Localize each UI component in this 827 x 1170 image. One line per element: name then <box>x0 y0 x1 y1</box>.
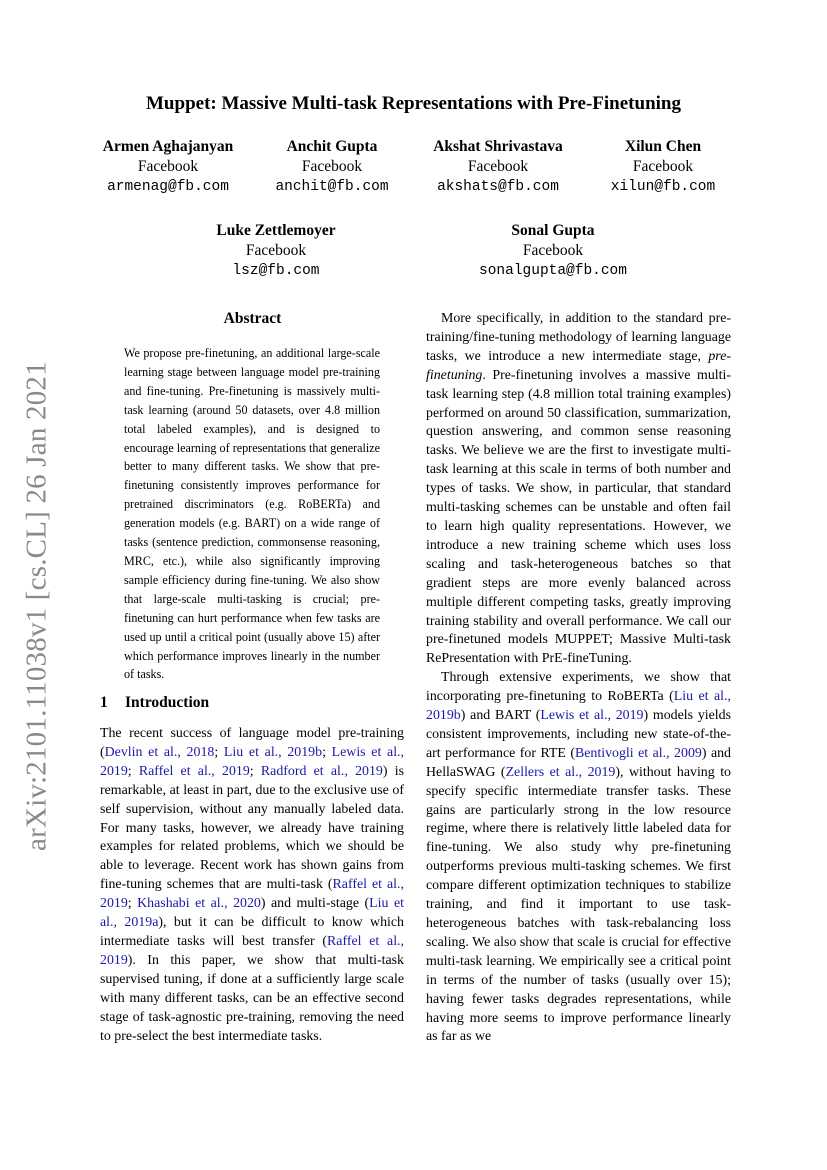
author-affiliation: Facebook <box>467 158 529 175</box>
citation-link[interactable]: Lewis et al., 2019 <box>540 708 644 724</box>
author-name: Sonal Gupta <box>511 222 595 239</box>
citation-link[interactable]: Liu et al., 2019a <box>100 896 404 931</box>
section-heading-introduction <box>100 694 209 712</box>
arxiv-identifier-stamp: arXiv:2101.11038v1 [cs.CL] 26 Jan 2021 <box>20 361 53 851</box>
author-name: Akshat Shrivastava <box>433 138 563 155</box>
author-block <box>458 221 648 281</box>
citation-link[interactable]: Devlin et al., 2018 <box>104 744 215 760</box>
introduction-paragraph: The recent success of language model pre-training (Devlin et al., 2018; Liu et al., 2019b; Lewis et al., 2019; Raffel et al., 2019; Radford et al., 2019) is remarkable, at least in part, due to the exclusive use of self supervision, without any manually labeled data. For many tasks, however, we already have training examples for related problems, which we should be able to leverage. Recent work has shown gains from fine-tuning schemes that are multi-task (Raffel et al., 2019; Khashabi et al., 2020) and multi-stage (Liu et al., 2019a), but it can be difficult to know which intermediate tasks will best transfer (Raffel et al., 2019). In this paper, we show that multi-task supervised tuning, if done at a sufficiently large scale with many different tasks, can be an effective second stage of task-agnostic pre-training, removing the need to pre-select the best intermediate tasks. <box>100 726 404 1044</box>
citation-link[interactable]: Liu et al., 2019b <box>223 744 323 760</box>
author-name: Anchit Gupta <box>286 138 378 155</box>
author-email[interactable]: anchit@fb.com <box>275 179 389 195</box>
abstract-text: We propose pre-finetuning, an additional large-scale learning stage between language model pre-training and fine-tuning. Pre-finetuning is massively multi-task learning (around 50 datasets, over 4.8 million total labeled examples), and is designed to encourage learning of representations that generalize better to many different tasks. We show that pre-finetuning consistently improves performance for pretrained discriminators (e.g. RoBERTa) and generation models (e.g. BART) on a wide range of tasks (sentence prediction, commonsense reasoning, MRC, etc.), while also significantly improving sample efficiency during fine-tuning. We also show that large-scale multi-tasking is crucial; pre-finetuning can hurt performance when few tasks are used up until a critical point (usually above 15) after which performance improves linearly in the number of tasks. <box>124 346 380 682</box>
author-email[interactable]: armenag@fb.com <box>107 179 229 195</box>
author-name: Luke Zettlemoyer <box>216 222 336 239</box>
author-block <box>262 137 402 197</box>
paragraph: Through extensive experiments, we show that incorporating pre-finetuning to RoBERTa (Liu et al., 2019b) and BART (Lewis et al., 2019) models yields consistent improvements, including new state-of-the-art performance for RTE (Bentivogli et al., 2009) and HellaSWAG (Zellers et al., 2019), without having to specify specific intermediate transfer tasks. These gains are particularly strong in the low resource regime, where there is relatively little labeled data for fine-tuning. We also study why pre-finetuning outperforms previous multi-tasking schemes. We first compare different optimization techniques to stabilize training, and find it important to use task-heterogeneous batches with task-rebalancing loss scaling. We also show that scale is crucial for effective multi-task learning. We empirically see a critical point in terms of the number of tasks (usually over 15); having fewer tasks degrades representations, while having more seems to improve performance linearly as far as we <box>426 670 732 1045</box>
author-email[interactable]: akshats@fb.com <box>437 179 559 195</box>
author-affiliation: Facebook <box>632 158 694 175</box>
author-email[interactable]: lsz@fb.com <box>232 263 320 279</box>
citation-link[interactable]: Liu et al., 2019b <box>426 689 731 724</box>
author-affiliation: Facebook <box>245 242 307 259</box>
citation-link[interactable]: Raffel et al., 2019 <box>100 933 404 968</box>
paragraph: More specifically, in addition to the standard pre-training/fine-tuning methodology of learning language tasks, we introduce a new intermediate stage, pre-finetuning. Pre-finetuning involves a massive multi-task learning step (4.8 million total training examples) performed on around 50 classification, summarization, question answering, and common sense reasoning tasks. We believe we are the first to investigate multi-task learning at this scale in terms of both number and types of tasks. We show, in particular, that standard multi-tasking schemes can be unstable and often fail to learn high quality representations. However, we introduce a new training scheme which uses loss scaling and task-heterogeneous batches so that gradient steps are more evenly balanced across multiple different competing tasks, greatly improving training stability and overall performance. We call our pre-finetuned models MUPPET; Massive Multi-task RePresentation with PrE-fineTuning. <box>426 311 731 667</box>
paper-title: Muppet: Massive Multi-task Representations with Pre-Finetuning <box>146 93 681 114</box>
author-block <box>196 221 356 281</box>
author-affiliation: Facebook <box>522 242 584 259</box>
citation-link[interactable]: Lewis et al., 2019 <box>100 744 404 779</box>
abstract-heading: Abstract <box>223 310 282 327</box>
author-name: Xilun Chen <box>624 138 702 155</box>
author-email[interactable]: sonalgupta@fb.com <box>479 263 627 279</box>
citation-link[interactable]: Raffel et al., 2019 <box>100 877 404 912</box>
author-block <box>418 137 578 197</box>
citation-link[interactable]: Zellers et al., 2019 <box>505 764 616 780</box>
citation-link[interactable]: Bentivogli et al., 2009 <box>574 745 702 761</box>
author-email[interactable]: xilun@fb.com <box>610 179 716 195</box>
author-affiliation: Facebook <box>137 158 199 175</box>
citation-link[interactable]: Radford et al., 2019 <box>260 763 383 779</box>
author-block <box>598 137 728 197</box>
citation-link[interactable]: Raffel et al., 2019 <box>138 763 250 779</box>
author-name: Armen Aghajanyan <box>102 138 234 155</box>
section-number: 1 <box>100 694 108 711</box>
citation-link[interactable]: Khashabi et al., 2020 <box>137 896 261 912</box>
right-column-text <box>426 310 731 1047</box>
section-title: Introduction <box>125 694 210 711</box>
author-affiliation: Facebook <box>301 158 363 175</box>
author-block <box>88 137 248 197</box>
